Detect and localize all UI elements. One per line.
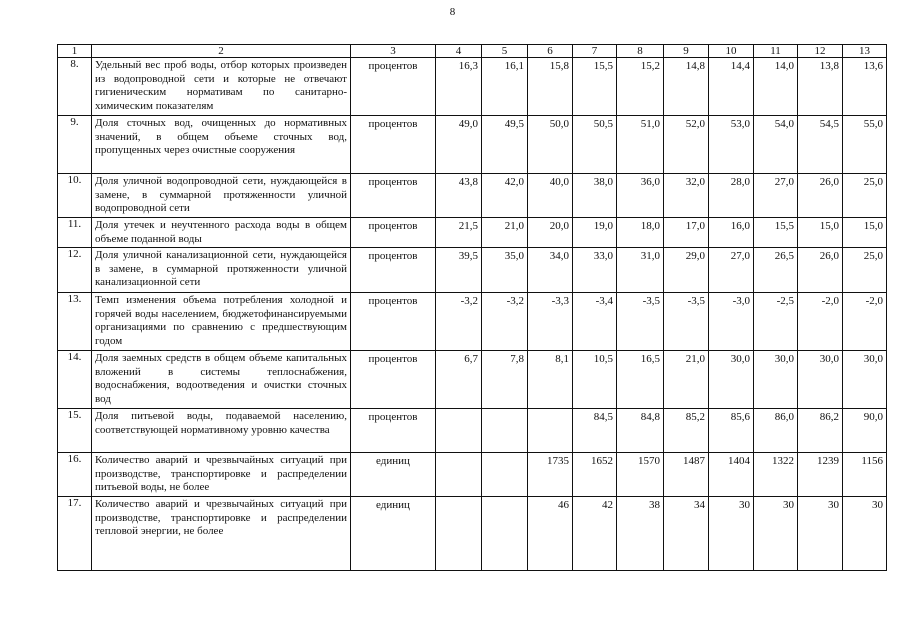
column-header: 6 (528, 45, 573, 58)
value-cell: 17,0 (664, 218, 709, 248)
column-header: 13 (843, 45, 887, 58)
column-header: 7 (573, 45, 617, 58)
unit-cell: единиц (351, 497, 436, 571)
value-cell: 1735 (528, 453, 573, 497)
column-header: 1 (58, 45, 92, 58)
column-header: 3 (351, 45, 436, 58)
value-cell: 21,0 (664, 351, 709, 409)
value-cell: 50,0 (528, 116, 573, 174)
row-number: 11. (58, 218, 92, 248)
value-cell (528, 409, 573, 453)
table-row (58, 248, 887, 293)
value-cell: 20,0 (528, 218, 573, 248)
table-row (58, 116, 887, 174)
value-cell (436, 453, 482, 497)
column-header: 10 (709, 45, 754, 58)
value-cell: 54,0 (754, 116, 798, 174)
indicators-table (57, 44, 887, 571)
value-cell: 1404 (709, 453, 754, 497)
value-cell: 1487 (664, 453, 709, 497)
value-cell (436, 409, 482, 453)
value-cell: 33,0 (573, 248, 617, 293)
value-cell: 84,5 (573, 409, 617, 453)
value-cell: -3,4 (573, 293, 617, 351)
value-cell: 21,0 (482, 218, 528, 248)
value-cell: 25,0 (843, 174, 887, 218)
table-row (58, 497, 887, 571)
value-cell: 31,0 (617, 248, 664, 293)
table-row (58, 174, 887, 218)
value-cell: 15,0 (843, 218, 887, 248)
value-cell: -3,0 (709, 293, 754, 351)
value-cell: 54,5 (798, 116, 843, 174)
value-cell: 30,0 (709, 351, 754, 409)
value-cell: 49,0 (436, 116, 482, 174)
value-cell: -3,2 (482, 293, 528, 351)
value-cell: 32,0 (664, 174, 709, 218)
value-cell: 29,0 (664, 248, 709, 293)
value-cell: 18,0 (617, 218, 664, 248)
value-cell: 13,6 (843, 58, 887, 116)
value-cell: 25,0 (843, 248, 887, 293)
value-cell: 52,0 (664, 116, 709, 174)
value-cell: 16,1 (482, 58, 528, 116)
column-header: 5 (482, 45, 528, 58)
value-cell: 39,5 (436, 248, 482, 293)
value-cell: 86,2 (798, 409, 843, 453)
value-cell: 15,5 (754, 218, 798, 248)
unit-cell: единиц (351, 453, 436, 497)
row-number: 10. (58, 174, 92, 218)
value-cell: 26,0 (798, 174, 843, 218)
value-cell: 85,6 (709, 409, 754, 453)
value-cell (482, 409, 528, 453)
value-cell: -2,0 (843, 293, 887, 351)
value-cell: 40,0 (528, 174, 573, 218)
table-row (58, 351, 887, 409)
value-cell: 51,0 (617, 116, 664, 174)
indicator-description: Удельный вес проб воды, отбор которых произведен из водопроводной сети и которые не отвечают гигиеническим нормативам по санитарно-химическим показателям (92, 58, 351, 116)
value-cell: 34 (664, 497, 709, 571)
value-cell: 15,2 (617, 58, 664, 116)
row-number: 16. (58, 453, 92, 497)
value-cell: 7,8 (482, 351, 528, 409)
value-cell: -3,5 (664, 293, 709, 351)
value-cell: 42 (573, 497, 617, 571)
value-cell: 21,5 (436, 218, 482, 248)
value-cell: 8,1 (528, 351, 573, 409)
value-cell: 14,8 (664, 58, 709, 116)
value-cell: 55,0 (843, 116, 887, 174)
value-cell: 42,0 (482, 174, 528, 218)
row-number: 9. (58, 116, 92, 174)
value-cell: 53,0 (709, 116, 754, 174)
value-cell: 6,7 (436, 351, 482, 409)
column-header: 4 (436, 45, 482, 58)
header-row (58, 45, 887, 58)
row-number: 13. (58, 293, 92, 351)
value-cell: 30,0 (754, 351, 798, 409)
unit-cell: процентов (351, 58, 436, 116)
value-cell: 38,0 (573, 174, 617, 218)
table-row (58, 293, 887, 351)
row-number: 8. (58, 58, 92, 116)
value-cell: 1652 (573, 453, 617, 497)
value-cell: 16,5 (617, 351, 664, 409)
value-cell: 38 (617, 497, 664, 571)
value-cell: 86,0 (754, 409, 798, 453)
value-cell: -3,3 (528, 293, 573, 351)
value-cell: 30,0 (798, 351, 843, 409)
page-number: 8 (449, 6, 456, 18)
unit-cell: процентов (351, 116, 436, 174)
unit-cell: процентов (351, 248, 436, 293)
value-cell: 50,5 (573, 116, 617, 174)
value-cell (482, 453, 528, 497)
value-cell: 1570 (617, 453, 664, 497)
column-header: 12 (798, 45, 843, 58)
indicator-description: Доля сточных вод, очищенных до нормативных значений, в общем объеме сточных вод, пропущенных через очистные сооружения (92, 116, 351, 174)
row-number: 12. (58, 248, 92, 293)
value-cell: 26,5 (754, 248, 798, 293)
value-cell: 1156 (843, 453, 887, 497)
row-number: 14. (58, 351, 92, 409)
table-row (58, 453, 887, 497)
value-cell: 30 (798, 497, 843, 571)
value-cell: 30 (843, 497, 887, 571)
table-row (58, 409, 887, 453)
value-cell: 13,8 (798, 58, 843, 116)
row-number: 15. (58, 409, 92, 453)
indicator-description: Количество аварий и чрезвычайных ситуаций при производстве, транспортировке и распределении тепловой энергии, не более (92, 497, 351, 571)
indicator-description: Количество аварий и чрезвычайных ситуаций при производстве, транспортировке и распределении питьевой воды, не более (92, 453, 351, 497)
column-header: 2 (92, 45, 351, 58)
table-row (58, 58, 887, 116)
value-cell: -3,2 (436, 293, 482, 351)
value-cell: 1322 (754, 453, 798, 497)
value-cell: 34,0 (528, 248, 573, 293)
unit-cell: процентов (351, 409, 436, 453)
value-cell: 15,0 (798, 218, 843, 248)
value-cell: 27,0 (754, 174, 798, 218)
value-cell: 16,3 (436, 58, 482, 116)
column-header: 8 (617, 45, 664, 58)
value-cell: 14,4 (709, 58, 754, 116)
column-header: 9 (664, 45, 709, 58)
value-cell: -3,5 (617, 293, 664, 351)
value-cell: 16,0 (709, 218, 754, 248)
value-cell: 49,5 (482, 116, 528, 174)
value-cell: 30 (709, 497, 754, 571)
indicator-description: Темп изменения объема потребления холодной и горячей воды населением, бюджетофинансируемыми организациями по сравнению с предшествующим годом (92, 293, 351, 351)
indicator-description: Доля заемных средств в общем объеме капитальных вложений в системы теплоснабжения, водоснабжения, водоотведения и очистки сточных вод (92, 351, 351, 409)
row-number: 17. (58, 497, 92, 571)
value-cell: 36,0 (617, 174, 664, 218)
column-header: 11 (754, 45, 798, 58)
value-cell: 90,0 (843, 409, 887, 453)
unit-cell: процентов (351, 351, 436, 409)
unit-cell: процентов (351, 293, 436, 351)
value-cell: 1239 (798, 453, 843, 497)
value-cell: -2,5 (754, 293, 798, 351)
unit-cell: процентов (351, 218, 436, 248)
value-cell (436, 497, 482, 571)
value-cell: -2,0 (798, 293, 843, 351)
table-row (58, 218, 887, 248)
value-cell: 15,5 (573, 58, 617, 116)
indicator-description: Доля питьевой воды, подаваемой населению, соответствующей нормативному уровню качества (92, 409, 351, 453)
value-cell: 19,0 (573, 218, 617, 248)
indicator-description: Доля утечек и неучтенного расхода воды в общем объеме поданной воды (92, 218, 351, 248)
value-cell: 30,0 (843, 351, 887, 409)
indicator-description: Доля уличной водопроводной сети, нуждающейся в замене, в суммарной протяженности уличной водопроводной сети (92, 174, 351, 218)
value-cell: 43,8 (436, 174, 482, 218)
value-cell (482, 497, 528, 571)
indicator-description: Доля уличной канализационной сети, нуждающейся в замене, в суммарной протяженности уличной канализационной сети (92, 248, 351, 293)
value-cell: 15,8 (528, 58, 573, 116)
unit-cell: процентов (351, 174, 436, 218)
value-cell: 84,8 (617, 409, 664, 453)
value-cell: 30 (754, 497, 798, 571)
value-cell: 35,0 (482, 248, 528, 293)
value-cell: 26,0 (798, 248, 843, 293)
value-cell: 85,2 (664, 409, 709, 453)
value-cell: 14,0 (754, 58, 798, 116)
value-cell: 27,0 (709, 248, 754, 293)
value-cell: 10,5 (573, 351, 617, 409)
table-body (58, 58, 887, 571)
value-cell: 46 (528, 497, 573, 571)
value-cell: 28,0 (709, 174, 754, 218)
